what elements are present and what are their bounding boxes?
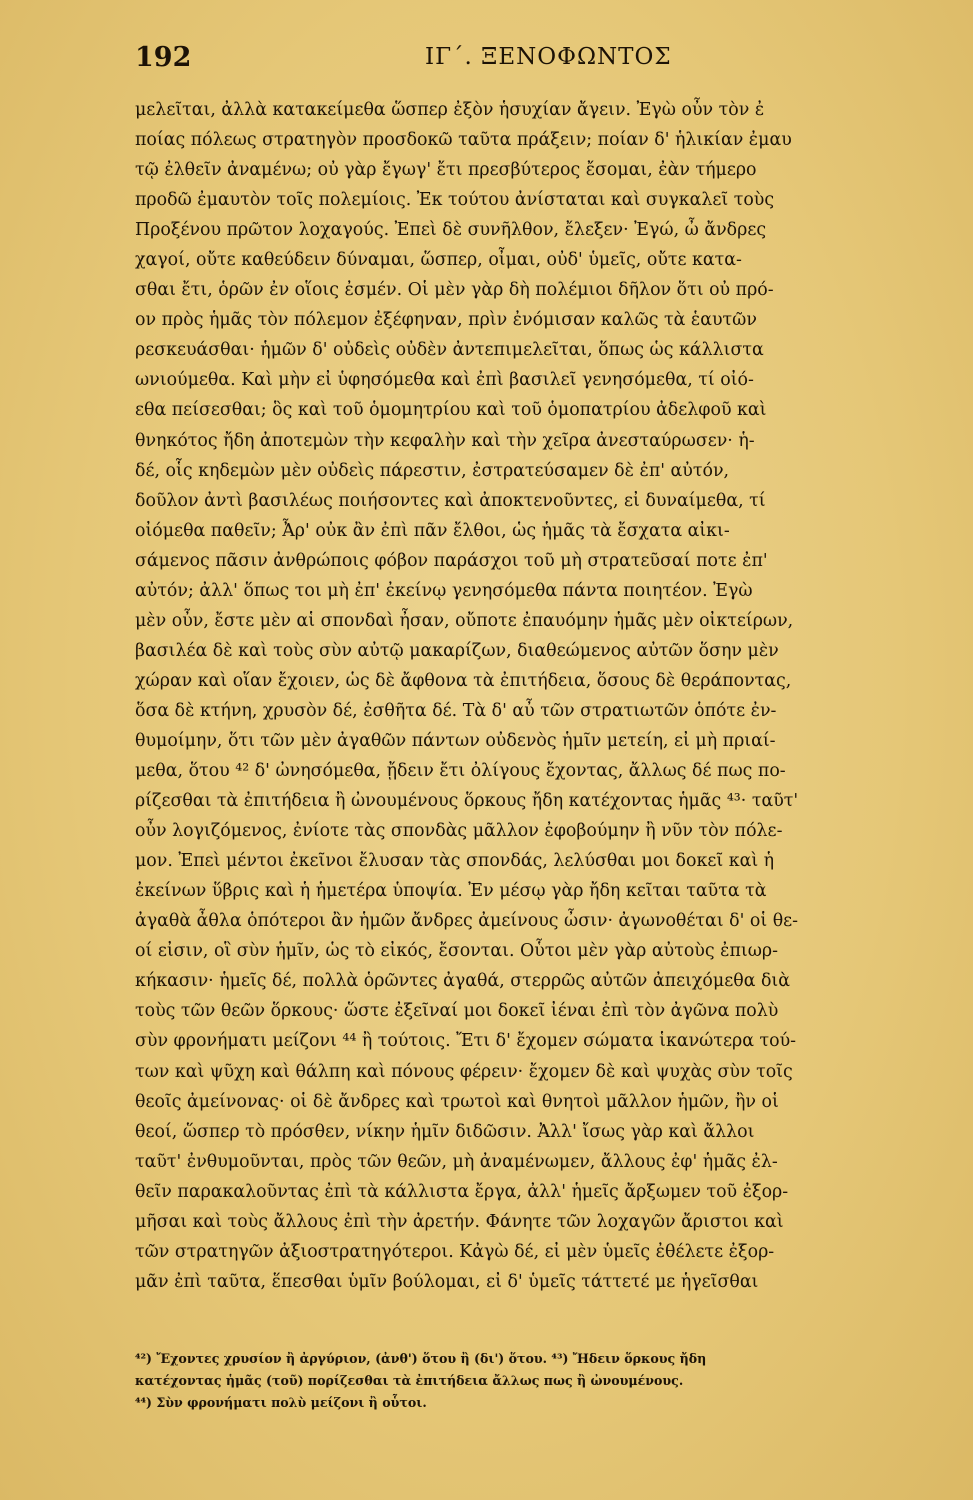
text-line: ον πρὸς ἡμᾶς τὸν πόλεμον ἐξέφηναν, πρὶν ἐνόμισαν καλῶς τὰ ἑαυτῶν xyxy=(135,310,757,331)
text-line: χαγοί, οὔτε καθεύδειν δύναμαι, ὥσπερ, οἶμαι, οὐδ' ὑμεῖς, οὔτε κατα- xyxy=(135,250,742,271)
text-line: εθα πείσεσθαι; ὃς καὶ τοῦ ὁμομητρίου καὶ τοῦ ὁμοπατρίου ἀδελφοῦ καὶ xyxy=(135,400,767,421)
text-line: Προξένου πρῶτον λοχαγούς. Ἐπεὶ δὲ συνῆλθον, ἔλεξεν· Ἐγώ, ὦ ἄνδρες xyxy=(135,220,767,241)
text-line: ρίζεσθαι τὰ ἐπιτήδεια ἢ ὠνουμένους ὅρκους ἤδη κατέχοντας ἡμᾶς ⁴³· ταῦτ' xyxy=(135,791,799,812)
body-text xyxy=(135,95,935,1297)
text-line: θεοί, ὥσπερ τὸ πρόσθεν, νίκην ἡμῖν διδῶσιν. Ἀλλ' ἴσως γὰρ καὶ ἄλλοι xyxy=(135,1121,755,1142)
text-line: ὅσα δὲ κτήνη, χρυσὸν δέ, ἐσθῆτα δέ. Τὰ δ' αὖ τῶν στρατιωτῶν ὁπότε ἐν- xyxy=(135,700,777,721)
text-line: δοῦλον ἀντὶ βασιλέως ποιήσοντες καὶ ἀποκτενοῦντες, εἰ δυναίμεθα, τί xyxy=(135,490,766,511)
text-line: θεῖν παρακαλοῦντας ἐπὶ τὰ κάλλιστα ἔργα, ἀλλ' ἡμεῖς ἄρξωμεν τοῦ ἐξορ- xyxy=(135,1181,789,1202)
text-line: ἐκείνων ὕβρις καὶ ἡ ἡμετέρα ὑποψία. Ἐν μέσῳ γὰρ ἤδη κεῖται ταῦτα τὰ xyxy=(135,881,767,902)
text-line: βασιλέα δὲ καὶ τοὺς σὺν αὐτῷ μακαρίζων, διαθεώμενος αὐτῶν ὅσην μὲν xyxy=(135,640,779,661)
text-line: ἀγαθὰ ἆθλα ὁπότεροι ἂν ἡμῶν ἄνδρες ἀμείνους ὦσιν· ἀγωνοθέται δ' οἱ θε- xyxy=(135,911,799,932)
running-head: ΙΓ΄. ΞΕΝΟΦΩΝΤΟΣ xyxy=(425,44,672,70)
text-line: τῶν στρατηγῶν ἀξιοστρατηγότεροι. Κἀγὼ δέ, εἰ μὲν ὑμεῖς ἐθέλετε ἐξορ- xyxy=(135,1241,775,1262)
text-line: δέ, οἷς κηδεμὼν μὲν οὐδεὶς πάρεστιν, ἐστρατεύσαμεν δὲ ἐπ' αὐτόν, xyxy=(135,460,730,481)
footnote-line: ⁴²) Ἔχοντες χρυσίον ἢ ἀργύριον, (ἀνθ') ὅτου ἢ (δι') ὅτου. ⁴³) Ἤδειν ὅρκους ἤδη xyxy=(135,1351,707,1366)
text-line: μῆσαι καὶ τοὺς ἄλλους ἐπὶ τὴν ἀρετήν. Φάνητε τῶν λοχαγῶν ἄριστοι καὶ xyxy=(135,1211,784,1232)
text-line: σὺν φρονήματι μείζονι ⁴⁴ ἢ τούτοις. Ἔτι δ' ἔχομεν σώματα ἱκανώτερα τού- xyxy=(135,1031,797,1052)
text-line: μον. Ἐπεὶ μέντοι ἐκεῖνοι ἔλυσαν τὰς σπονδάς, λελύσθαι μοι δοκεῖ καὶ ἡ xyxy=(135,851,775,872)
text-line: ποίας πόλεως στρατηγὸν προσδοκῶ ταῦτα πράξειν; ποίαν δ' ἡλικίαν ἐμαυ xyxy=(135,130,792,151)
text-line: μὲν οὖν, ἔστε μὲν αἱ σπονδαὶ ἦσαν, οὔποτε ἐπαυόμην ἡμᾶς μὲν οἰκτείρων, xyxy=(135,610,794,631)
text-line: προδῶ ἐμαυτὸν τοῖς πολεμίοις. Ἐκ τούτου ἀνίσταται καὶ συγκαλεῖ τοὺς xyxy=(135,190,775,211)
text-line: τῷ ἐλθεῖν ἀναμένω; οὐ γὰρ ἔγωγ' ἔτι πρεσβύτερος ἔσομαι, ἐὰν τήμερο xyxy=(135,160,757,181)
text-line: θυμοίμην, ὅτι τῶν μὲν ἀγαθῶν πάντων οὐδενὸς ἡμῖν μετείη, εἰ μὴ πριαί- xyxy=(135,730,776,751)
text-line: ταῦτ' ἐνθυμοῦνται, πρὸς τῶν θεῶν, μὴ ἀναμένωμεν, ἄλλους ἐφ' ἡμᾶς ἐλ- xyxy=(135,1151,778,1172)
text-line: τοὺς τῶν θεῶν ὅρκους· ὥστε ἐξεῖναί μοι δοκεῖ ἰέναι ἐπὶ τὸν ἀγῶνα πολὺ xyxy=(135,1001,779,1022)
text-line: οἰόμεθα παθεῖν; Ἆρ' οὐκ ἂν ἐπὶ πᾶν ἔλθοι, ὡς ἡμᾶς τὰ ἔσχατα αἰκι- xyxy=(135,520,730,541)
text-line: χώραν καὶ οἵαν ἔχοιεν, ὡς δὲ ἄφθονα τὰ ἐπιτήδεια, ὅσους δὲ θεράποντας, xyxy=(135,670,792,691)
text-line: κήκασιν· ἡμεῖς δέ, πολλὰ ὁρῶντες ἀγαθά, στερρῶς αὐτῶν ἀπειχόμεθα διὰ xyxy=(135,971,790,992)
text-line: θεοῖς ἀμείνονας· οἱ δὲ ἄνδρες καὶ τρωτοὶ καὶ θνητοὶ μᾶλλον ἡμῶν, ἢν οἱ xyxy=(135,1091,779,1112)
text-line: οὖν λογιζόμενος, ἐνίοτε τὰς σπονδὰς μᾶλλον ἐφοβούμην ἢ νῦν τὸν πόλε- xyxy=(135,821,783,842)
text-line: ρεσκευάσθαι· ἡμῶν δ' οὐδεὶς οὐδὲν ἀντεπιμελεῖται, ὅπως ὡς κάλλιστα xyxy=(135,340,764,361)
text-line: σάμενος πᾶσιν ἀνθρώποις φόβον παράσχοι τοῦ μὴ στρατεῦσαί ποτε ἐπ' xyxy=(135,550,768,571)
text-line: των καὶ ψῦχη καὶ θάλπη καὶ πόνους φέρειν· ἔχομεν δὲ καὶ ψυχὰς σὺν τοῖς xyxy=(135,1061,793,1082)
text-line: θνηκότος ἤδη ἀποτεμὼν τὴν κεφαλὴν καὶ τὴν χεῖρα ἀνεσταύρωσεν· ἡ- xyxy=(135,430,755,451)
text-line: αὐτόν; ἀλλ' ὅπως τοι μὴ ἐπ' ἐκείνῳ γενησόμεθα πάντα ποιητέον. Ἐγὼ xyxy=(135,580,753,601)
text-line: σθαι ἔτι, ὁρῶν ἐν οἵοις ἐσμέν. Οἱ μὲν γὰρ δὴ πολέμιοι δῆλον ὅτι οὐ πρό- xyxy=(135,280,774,301)
footnotes xyxy=(135,1348,935,1414)
page-header xyxy=(135,42,935,82)
page-number: 192 xyxy=(135,42,192,73)
text-line: μελεῖται, ἀλλὰ κατακείμεθα ὥσπερ ἐξὸν ἡσυχίαν ἄγειν. Ἐγὼ οὖν τὸν ἐ xyxy=(135,100,765,120)
text-line: οί εἰσιν, οἳ σὺν ἡμῖν, ὡς τὸ εἰκός, ἔσονται. Οὗτοι μὲν γὰρ αὐτοὺς ἐπιωρ- xyxy=(135,941,779,962)
text-line: μᾶν ἐπὶ ταῦτα, ἕπεσθαι ὑμῖν βούλομαι, εἰ δ' ὑμεῖς τάττετέ με ἡγεῖσθαι xyxy=(135,1271,759,1292)
footnote-line: κατέχοντας ἡμᾶς (τοῦ) πορίζεσθαι τὰ ἐπιτήδεια ἄλλως πως ἢ ὠνουμένους. xyxy=(135,1373,684,1388)
footnote-line: ⁴⁴) Σὺν φρονήματι πολὺ μείζονι ἢ οὗτοι. xyxy=(135,1395,427,1410)
text-line: μεθα, ὅτου ⁴² δ' ὠνησόμεθα, ᾔδειν ἔτι ὀλίγους ἔχοντας, ἄλλως δέ πως πο- xyxy=(135,761,786,782)
text-line: ωνιούμεθα. Καὶ μὴν εἰ ὑφησόμεθα καὶ ἐπὶ βασιλεῖ γενησόμεθα, τί οἰό- xyxy=(135,370,754,391)
